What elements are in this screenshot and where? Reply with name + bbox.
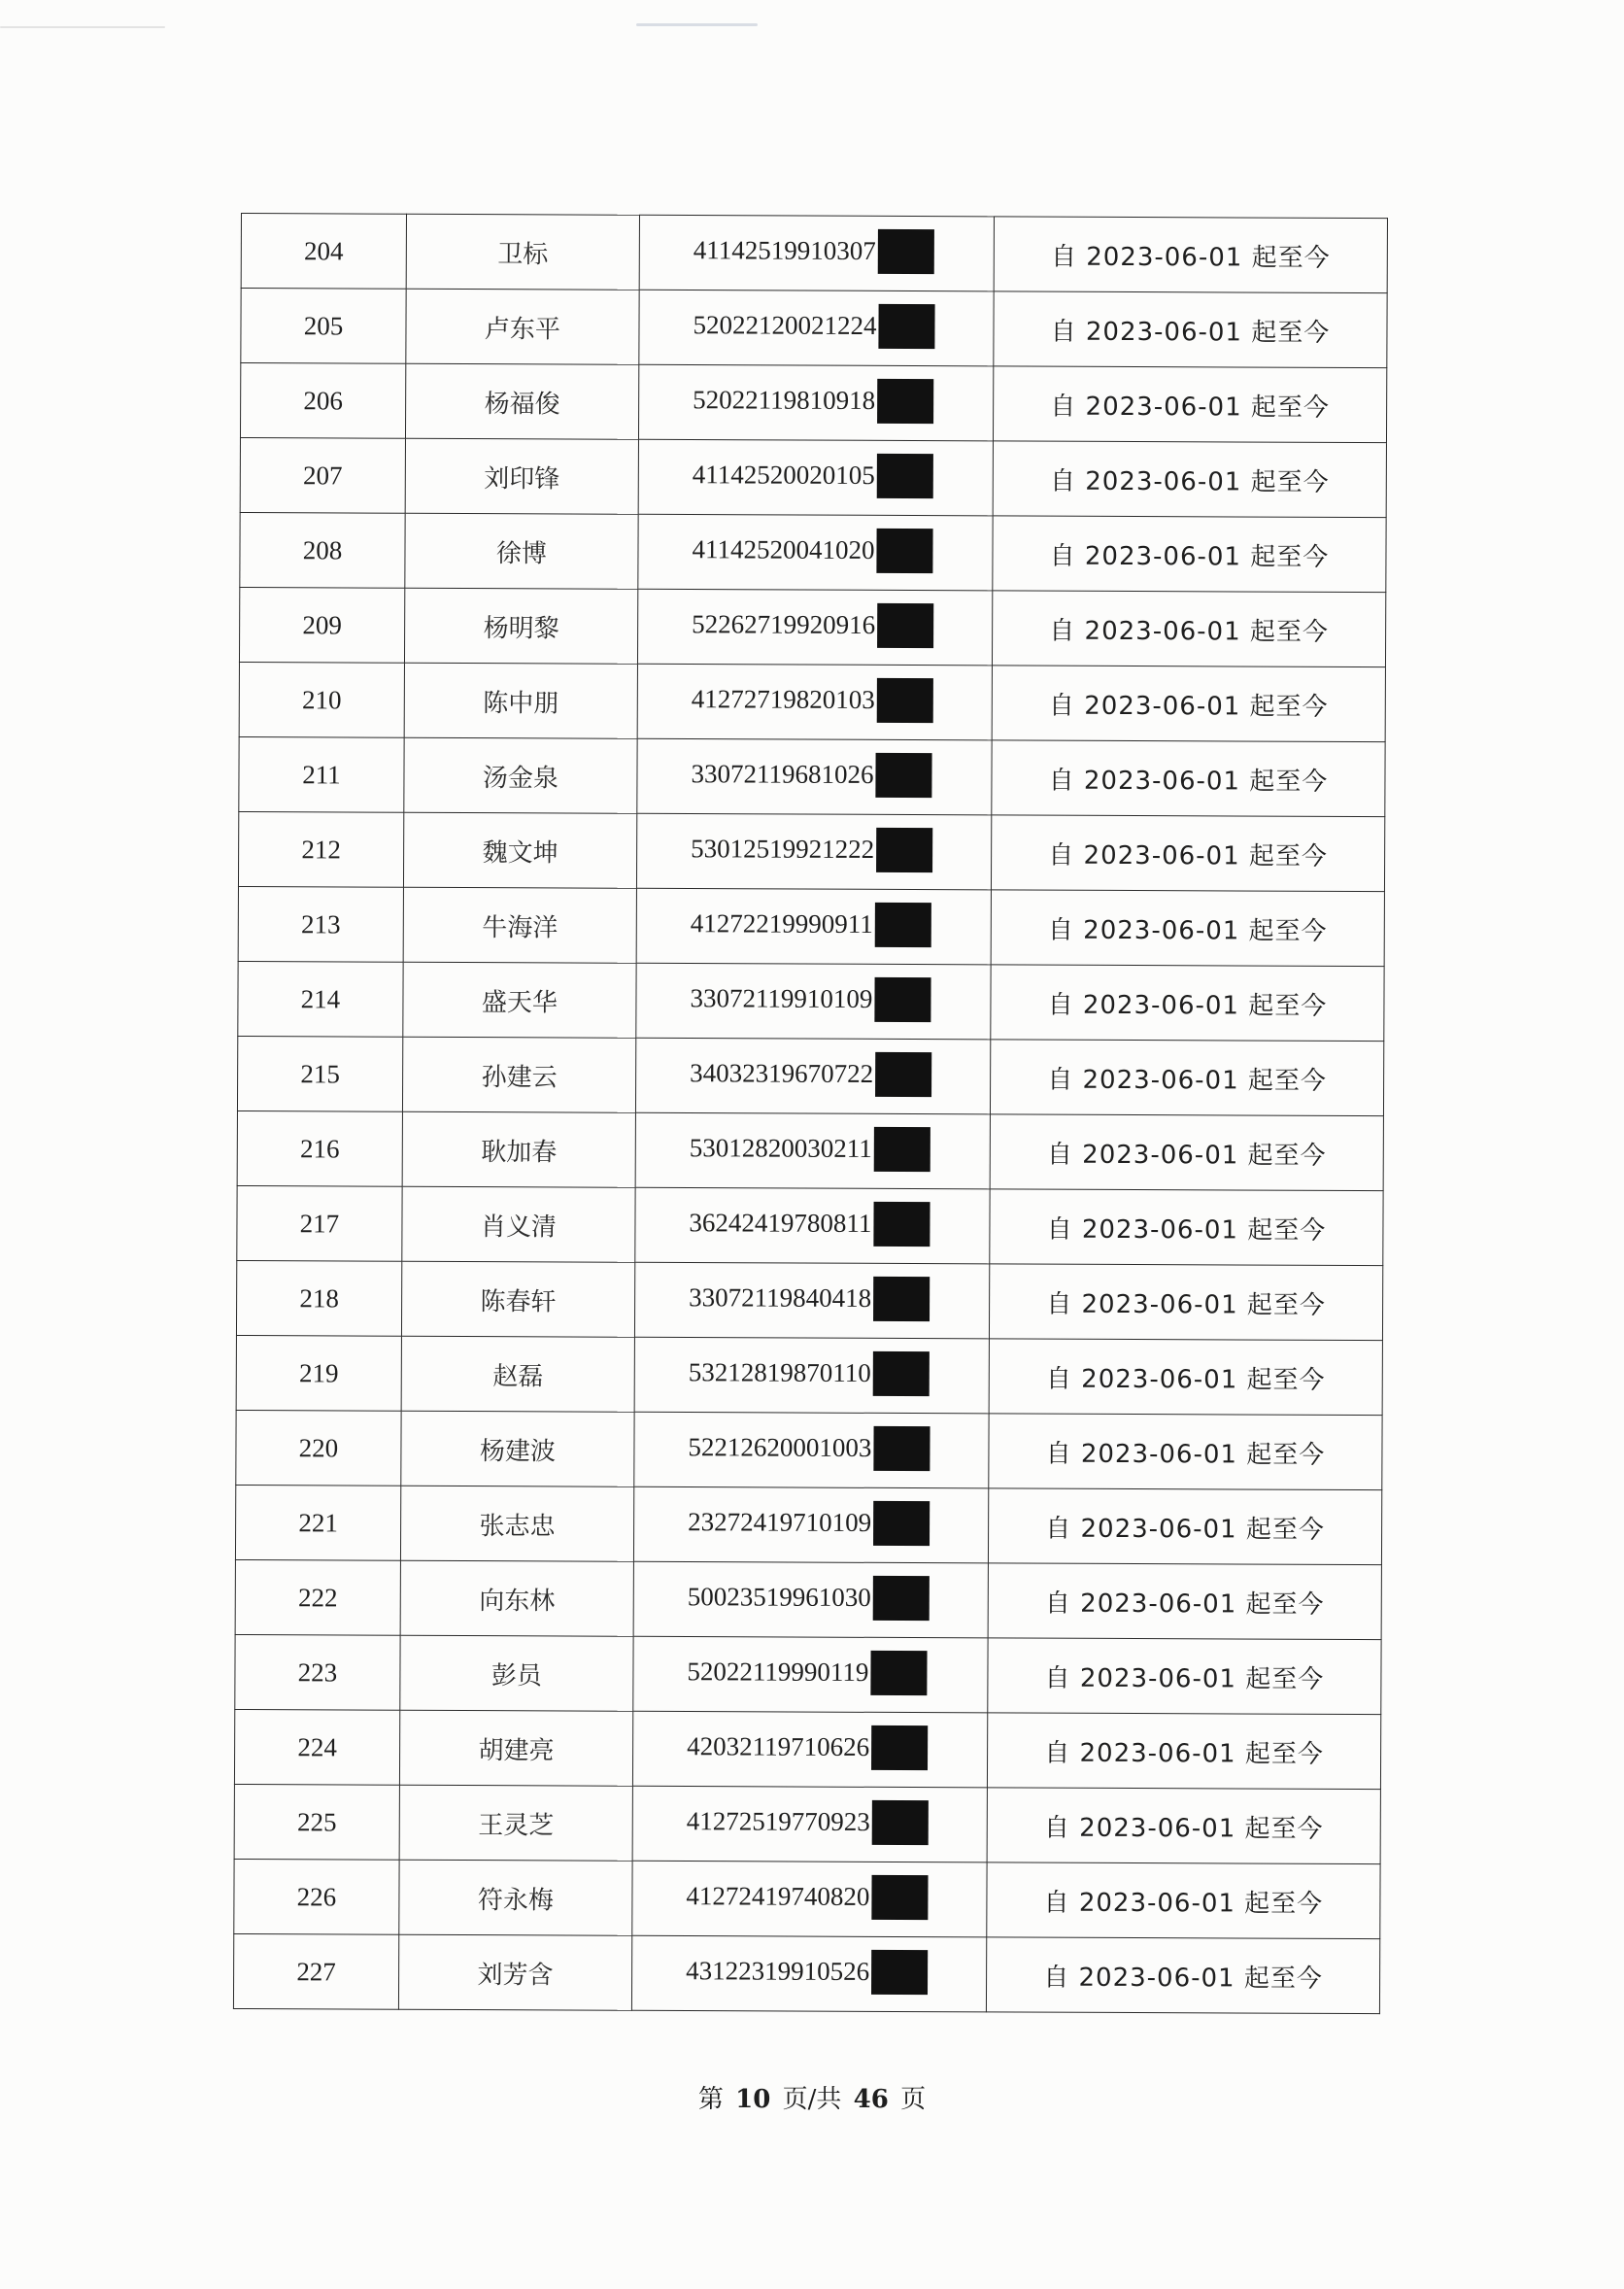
table-row: [239, 587, 1385, 666]
id-number-cell: [632, 1786, 987, 1862]
id-number-cell: [633, 1636, 988, 1713]
id-number-visible-digits: 52212620001003: [688, 1432, 872, 1463]
table-row: [233, 1933, 1379, 2013]
period-cell: 自 2023-06-01 起至今: [994, 291, 1387, 368]
redaction-block: [877, 454, 933, 498]
id-number-visible-digits: 36242419780811: [689, 1208, 872, 1239]
redaction-block: [878, 304, 934, 349]
row-number-cell: 219: [236, 1335, 401, 1411]
period-cell: 自 2023-06-01 起至今: [990, 1040, 1383, 1116]
name-cell: 耿加春: [402, 1111, 635, 1187]
id-number-cell: [637, 664, 992, 740]
id-number-cell: [634, 1337, 989, 1414]
id-number-cell: [637, 589, 992, 666]
redaction-block: [873, 1277, 930, 1321]
id-number-visible-digits: 41272419740820: [686, 1881, 870, 1912]
name-cell: 汤金泉: [404, 737, 637, 813]
name-cell: 肖义清: [402, 1186, 635, 1262]
records-table: [233, 213, 1388, 2014]
row-number-cell: 223: [235, 1634, 400, 1710]
table-row: [237, 1110, 1383, 1190]
period-cell: 自 2023-06-01 起至今: [992, 591, 1385, 667]
id-number-visible-digits: 23272419710109: [688, 1507, 872, 1538]
row-number-cell: 218: [236, 1260, 401, 1336]
row-number-cell: 204: [241, 214, 406, 290]
period-cell: 自 2023-06-01 起至今: [991, 965, 1384, 1042]
id-number-visible-digits: 41272519770923: [686, 1806, 870, 1837]
id-number-cell: [638, 364, 993, 441]
id-number-visible-digits: 43122319910526: [686, 1956, 870, 1987]
total-pages-number: 46: [853, 2085, 889, 2114]
name-cell: 彭员: [400, 1635, 633, 1711]
redaction-block: [873, 1501, 930, 1546]
period-cell: 自 2023-06-01 起至今: [988, 1638, 1381, 1715]
row-number-cell: 208: [240, 512, 405, 588]
table-row: [236, 1335, 1382, 1415]
row-number-cell: 216: [237, 1110, 402, 1186]
table-row: [236, 1260, 1382, 1340]
id-number-cell: [635, 1187, 990, 1264]
name-cell: 孙建云: [402, 1037, 635, 1112]
table-row: [237, 1036, 1383, 1115]
period-cell: 自 2023-06-01 起至今: [991, 890, 1384, 967]
period-cell: 自 2023-06-01 起至今: [990, 1114, 1383, 1191]
name-cell: 赵磊: [401, 1336, 634, 1412]
row-number-cell: 220: [236, 1410, 401, 1486]
id-number-cell: [633, 1486, 988, 1563]
footer-middle: 页/共: [782, 2085, 842, 2114]
period-cell: 自 2023-06-01 起至今: [989, 1339, 1382, 1416]
redaction-block: [872, 1800, 929, 1845]
id-number-cell: [635, 1038, 990, 1114]
redaction-block: [873, 1202, 930, 1247]
name-cell: 杨建波: [401, 1411, 634, 1486]
period-cell: 自 2023-06-01 起至今: [993, 366, 1386, 443]
redaction-block: [877, 603, 933, 648]
table-row: [236, 1410, 1382, 1489]
id-number-visible-digits: 34032319670722: [690, 1058, 874, 1089]
table-row: [238, 961, 1384, 1041]
row-number-cell: 224: [234, 1709, 399, 1785]
table-row: [234, 1784, 1380, 1863]
id-number-cell: [635, 1112, 990, 1189]
name-cell: 卫标: [406, 214, 639, 290]
redaction-block: [870, 1651, 927, 1695]
row-number-cell: 205: [241, 289, 406, 364]
name-cell: 牛海洋: [403, 887, 636, 963]
row-number-cell: 221: [235, 1485, 400, 1560]
period-cell: 自 2023-06-01 起至今: [989, 1414, 1382, 1490]
table-row: [235, 1634, 1381, 1714]
id-number-cell: [636, 813, 991, 890]
redaction-block: [873, 1351, 930, 1396]
name-cell: 符永梅: [399, 1860, 632, 1935]
redaction-block: [871, 1875, 928, 1920]
id-number-visible-digits: 50023519961030: [687, 1582, 871, 1613]
redaction-block: [871, 1725, 928, 1770]
id-number-cell: [632, 1711, 987, 1788]
table-row: [234, 1709, 1380, 1789]
period-cell: 自 2023-06-01 起至今: [993, 516, 1386, 593]
table-row: [240, 437, 1386, 517]
footer-suffix: 页: [900, 2085, 927, 2114]
name-cell: 向东林: [400, 1560, 633, 1636]
id-number-cell: [637, 738, 992, 815]
id-number-visible-digits: 52022120021224: [693, 310, 877, 341]
table-row: [235, 1559, 1381, 1639]
period-cell: 自 2023-06-01 起至今: [987, 1788, 1380, 1864]
id-number-cell: [631, 1935, 986, 2012]
id-number-visible-digits: 53012820030211: [689, 1133, 872, 1164]
id-number-visible-digits: 52262719920916: [692, 609, 876, 640]
row-number-cell: 217: [237, 1185, 402, 1261]
name-cell: 盛天华: [403, 962, 636, 1038]
table-row: [238, 886, 1384, 966]
id-number-cell: [636, 963, 991, 1040]
id-number-visible-digits: 33072119910109: [690, 983, 873, 1014]
row-number-cell: 213: [238, 886, 403, 962]
table-row: [240, 363, 1386, 443]
name-cell: 胡建亮: [399, 1710, 632, 1786]
redaction-block: [877, 678, 933, 723]
id-number-visible-digits: 41142520041020: [692, 534, 875, 565]
name-cell: 王灵芝: [399, 1785, 632, 1861]
redaction-block: [875, 753, 931, 798]
name-cell: 刘芳含: [398, 1934, 631, 2010]
row-number-cell: 226: [234, 1859, 399, 1934]
table-row: [237, 1185, 1383, 1265]
table-row: [241, 214, 1387, 293]
page-footer: [0, 2079, 1624, 2115]
id-number-cell: [639, 215, 994, 291]
name-cell: 卢东平: [406, 289, 639, 364]
redaction-block: [875, 1052, 931, 1097]
table-row: [239, 736, 1385, 816]
id-number-cell: [634, 1412, 989, 1488]
redaction-block: [874, 1127, 930, 1172]
row-number-cell: 209: [239, 587, 404, 663]
table-row: [241, 289, 1387, 368]
id-number-visible-digits: 53212819870110: [688, 1357, 871, 1388]
redaction-block: [873, 1576, 930, 1621]
row-number-cell: 215: [237, 1036, 402, 1111]
row-number-cell: 212: [238, 811, 403, 887]
redaction-block: [874, 977, 930, 1022]
row-number-cell: 214: [238, 961, 403, 1037]
redaction-block: [876, 828, 932, 872]
id-number-visible-digits: 41142519910307: [693, 235, 876, 266]
name-cell: 张志忠: [400, 1486, 633, 1561]
period-cell: 自 2023-06-01 起至今: [992, 666, 1385, 742]
scan-artifact: [636, 23, 758, 26]
table-row: [234, 1859, 1380, 1938]
id-number-visible-digits: 33072119681026: [691, 759, 874, 790]
table-row: [240, 512, 1386, 592]
id-number-visible-digits: 41272719820103: [691, 684, 875, 715]
row-number-cell: 207: [240, 437, 405, 513]
id-number-cell: [634, 1262, 989, 1339]
id-number-cell: [636, 888, 991, 965]
row-number-cell: 222: [235, 1559, 400, 1635]
records-table-body: [233, 214, 1387, 2014]
period-cell: 自 2023-06-01 起至今: [992, 740, 1385, 817]
redaction-block: [877, 379, 933, 424]
period-cell: 自 2023-06-01 起至今: [986, 1937, 1379, 2014]
redaction-block: [873, 1426, 930, 1471]
row-number-cell: 210: [239, 662, 404, 737]
id-number-cell: [638, 514, 993, 591]
period-cell: 自 2023-06-01 起至今: [988, 1563, 1381, 1640]
id-number-visible-digits: 33072119840418: [689, 1282, 872, 1314]
redaction-block: [875, 903, 931, 947]
period-cell: 自 2023-06-01 起至今: [990, 1189, 1383, 1266]
period-cell: 自 2023-06-01 起至今: [987, 1713, 1380, 1790]
id-number-cell: [638, 439, 993, 516]
table-row: [238, 811, 1384, 891]
name-cell: 杨明黎: [404, 588, 637, 664]
row-number-cell: 211: [239, 736, 404, 812]
period-cell: 自 2023-06-01 起至今: [989, 1264, 1382, 1341]
id-number-cell: [633, 1561, 988, 1638]
name-cell: 陈中朋: [404, 663, 637, 738]
row-number-cell: 227: [233, 1933, 398, 2009]
redaction-block: [878, 229, 934, 274]
id-number-visible-digits: 53012519921222: [691, 834, 875, 865]
scan-artifact: [0, 26, 165, 28]
row-number-cell: 206: [240, 363, 405, 439]
table-row: [239, 662, 1385, 741]
id-number-visible-digits: 41272219990911: [690, 908, 873, 940]
period-cell: 自 2023-06-01 起至今: [988, 1488, 1381, 1565]
id-number-visible-digits: 52022119990119: [687, 1657, 869, 1688]
period-cell: 自 2023-06-01 起至今: [991, 815, 1384, 892]
id-number-cell: [632, 1861, 987, 1937]
redaction-block: [871, 1950, 928, 1995]
id-number-visible-digits: 52022119810918: [693, 385, 876, 416]
footer-prefix: 第: [697, 2085, 724, 2114]
row-number-cell: 225: [234, 1784, 399, 1860]
name-cell: 刘印锋: [405, 438, 638, 514]
redaction-block: [876, 529, 932, 573]
name-cell: 魏文坤: [403, 812, 636, 888]
current-page-number: 10: [735, 2085, 771, 2114]
period-cell: 自 2023-06-01 起至今: [994, 217, 1387, 293]
period-cell: 自 2023-06-01 起至今: [993, 441, 1386, 518]
table-row: [235, 1485, 1381, 1564]
name-cell: 杨福俊: [405, 363, 638, 439]
id-number-visible-digits: 41142520020105: [692, 460, 875, 491]
name-cell: 徐博: [405, 513, 638, 589]
id-number-visible-digits: 42032119710626: [687, 1731, 870, 1762]
name-cell: 陈春轩: [401, 1261, 634, 1337]
period-cell: 自 2023-06-01 起至今: [987, 1862, 1380, 1939]
id-number-cell: [639, 290, 994, 366]
